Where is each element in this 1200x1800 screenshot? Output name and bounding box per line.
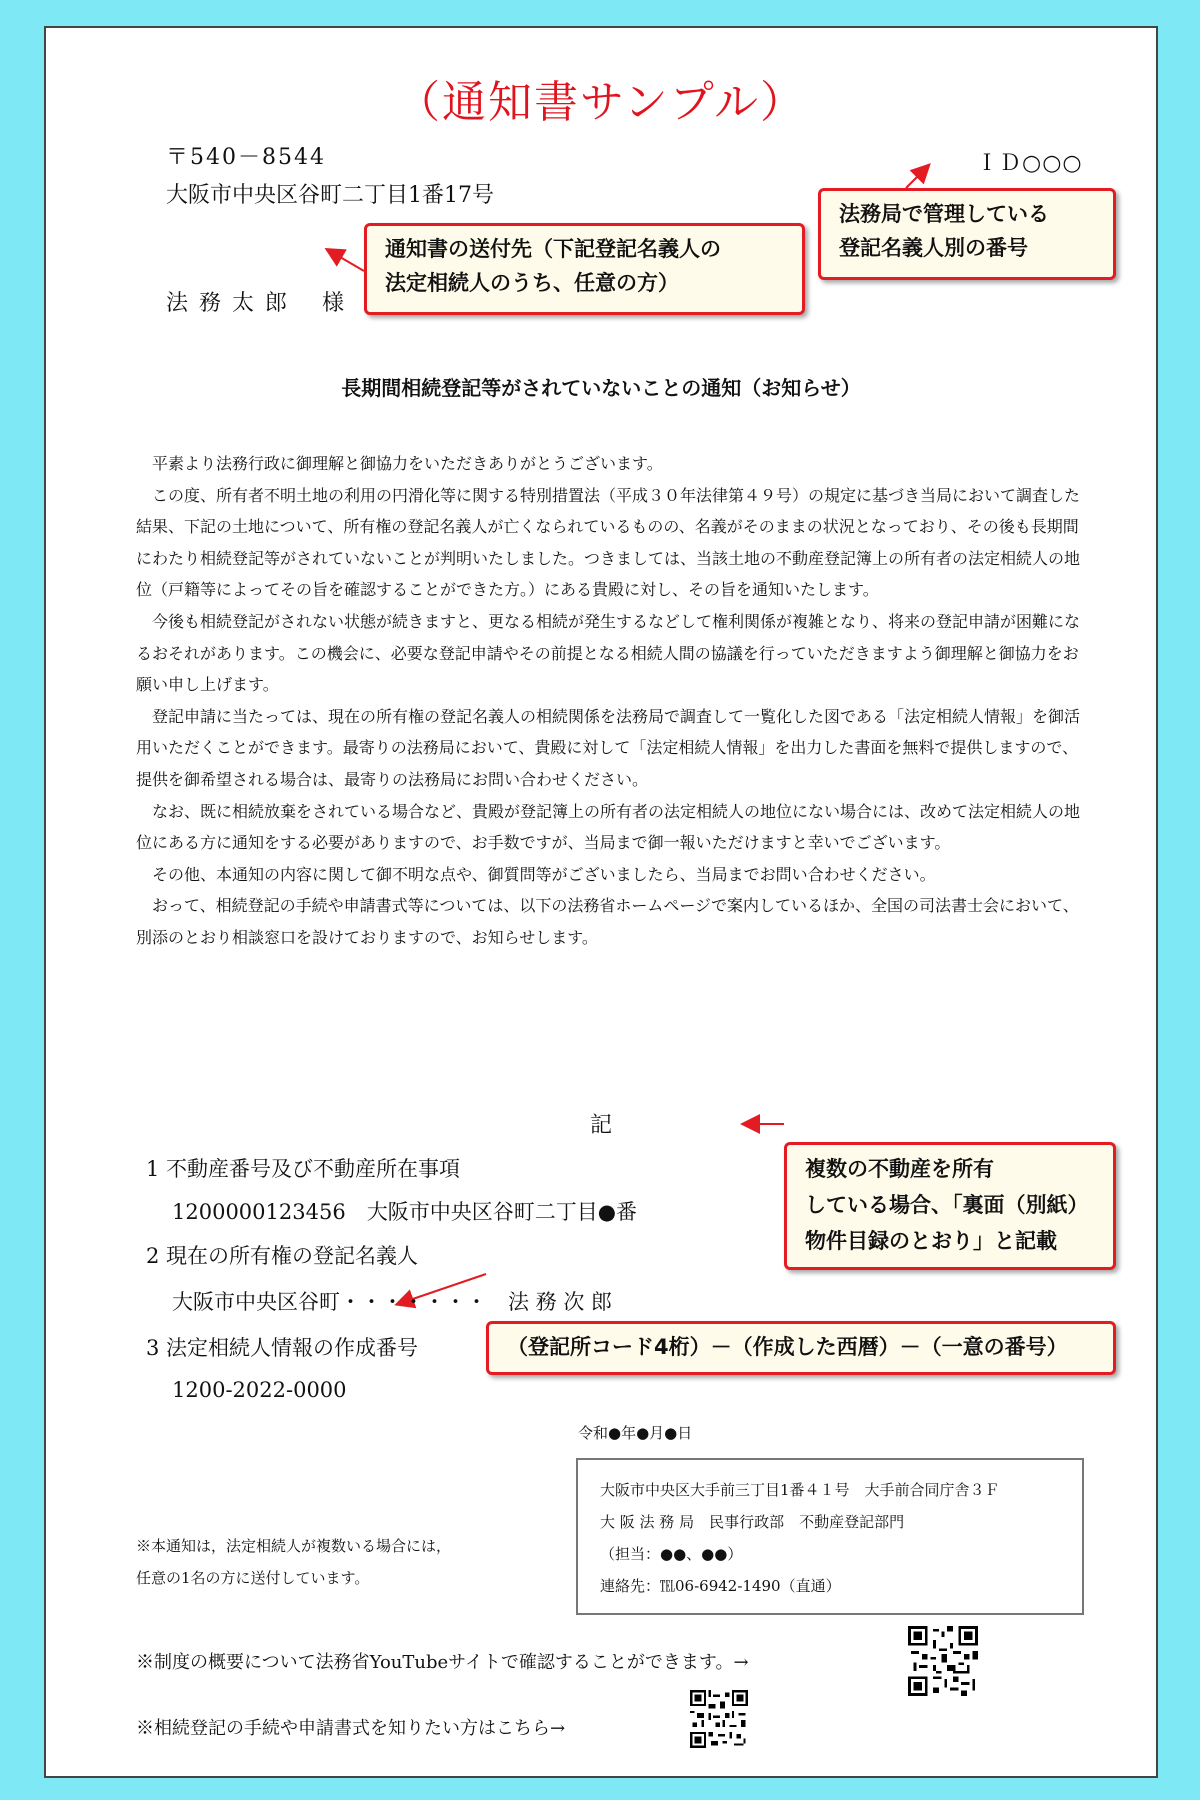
record-3-heading: 3 法定相続人情報の作成番号: [146, 1336, 419, 1360]
callout-line: 登記名義人別の番号: [839, 236, 1028, 260]
body-paragraph: 平素より法務行政に御理解と御協力をいただきありがとうございます。: [152, 454, 663, 473]
document-title: 長期間相続登記等がされていないことの通知（お知らせ）: [341, 376, 861, 400]
postal-code: 〒540－8544: [166, 145, 326, 170]
record-1-value: 1200000123456 大阪市中央区谷町二丁目●番: [172, 1200, 638, 1224]
record-1-heading: 1 不動産番号及び不動産所在事項: [146, 1157, 461, 1181]
record-2-heading: 2 現在の所有権の登記名義人: [146, 1244, 419, 1268]
code-format-callout: [486, 1321, 1116, 1375]
notice-body: [136, 448, 1086, 954]
record-2-value: 大阪市中央区谷町・・・・・・・ 法 務 次 郎: [172, 1290, 613, 1314]
body-paragraph: 登記申請に当たっては、現在の所有権の登記名義人の相続関係を法務局で調査して一覧化した図である「法定相続人情報」を御活用いただくことができます。最寄りの法務局において、貴殿に対して「法定相続人情報」を出力した書面を無料で提供しますので、提供を御希望される場合は、最寄りの法務局にお問い合わせください。: [136, 706, 1081, 789]
ki-heading: 記: [589, 1113, 612, 1138]
recipient-name: 法 務 太 郎 様: [166, 291, 346, 316]
body-paragraph: 今後も相続登記がされない状態が続きますと、更なる相続が発生するなどして権利関係が複雑となり、将来の登記申請が困難になるおそれがあります。この機会に、必要な登記申請やその前提となる相続人間の協議を行っていただきますよう御理解と御協力をお願い申し上げます。: [136, 611, 1081, 695]
office-staff: （担当：●●、●●）: [600, 1545, 743, 1563]
notice-page: [44, 26, 1158, 1778]
record-3-value: 1200-2022-0000: [172, 1378, 347, 1402]
callout-line: 通知書の送付先（下記登記名義人の: [385, 237, 721, 261]
youtube-qr-code[interactable]: [908, 1626, 978, 1696]
office-department: 大 阪 法 務 局 民事行政部 不動産登記部門: [600, 1513, 905, 1531]
id-arrow: [906, 166, 928, 188]
body-paragraph: おって、相続登記の手続や申請書式等については、以下の法務省ホームページで案内しているほか、全国の司法書士会において、別添のとおり相談窓口を設けておりますので、お知らせします。: [136, 896, 1079, 947]
id-label: ＩＤ○○○: [976, 151, 1083, 176]
callout-line: 複数の不動産を所有: [805, 1157, 994, 1181]
body-paragraph: なお、既に相続放棄をされている場合など、貴殿が登記簿上の所有者の法定相続人の地位にない場合には、改めて法定相続人の地位にある方に通知をする必要がありますので、お手数ですが、当局まで御一報いただけますと幸いでございます。: [136, 801, 1081, 853]
page-title: （通知書サンプル）: [395, 77, 807, 128]
youtube-note: ※制度の概要について法務省YouTubeサイトで確認することができます。→: [136, 1652, 749, 1673]
callout-line: 法定相続人のうち、任意の方）: [385, 271, 679, 295]
note-line: 任意の1名の方に送付しています。: [136, 1569, 370, 1587]
note-line: ※本通知は，法定相続人が複数いる場合には，: [136, 1537, 452, 1555]
property-callout: [784, 1142, 1116, 1270]
issue-date: 令和●年●月●日: [578, 1424, 693, 1442]
procedure-qr-code[interactable]: [690, 1690, 748, 1748]
callout-line: している場合、「裏面（別紙）: [805, 1193, 1089, 1217]
office-contact: 連絡先：℡06-6942-1490（直通）: [600, 1577, 841, 1595]
recipient-address: 大阪市中央区谷町二丁目1番17号: [166, 183, 494, 208]
recipient-arrow: [328, 250, 364, 271]
body-paragraph: その他、本通知の内容に関して御不明な点や、御質問等がございましたら、当局までお問い合わせください。: [152, 864, 936, 884]
procedure-note: ※相続登記の手続や申請書式を知りたい方はこちら→: [136, 1718, 566, 1739]
office-box: [576, 1458, 1084, 1615]
callout-line: 法務局で管理している: [839, 202, 1049, 226]
callout-line: 物件目録のとおり」と記載: [805, 1229, 1057, 1253]
note-block: [136, 1530, 451, 1594]
office-address: 大阪市中央区大手前三丁目1番４１号 大手前合同庁舎３Ｆ: [600, 1481, 1000, 1499]
body-paragraph: この度、所有者不明土地の利用の円滑化等に関する特別措置法（平成３０年法律第４９号）の規定に基づき当局において調査した結果、下記の土地について、所有権の登記名義人が亡くなられているものの、名義がそのままの状況となっており、その後も長期間にわたり相続登記等がされていないことが判明いたしました。つきましては、当該土地の不動産登記簿上の所有者の法定相続人の地位（戸籍等によってその旨を確認することができた方。）にある貴殿に対し、その旨を通知いたします。: [136, 485, 1081, 600]
callout-line: （登記所コード4桁）－（作成した西暦）－（一意の番号）: [507, 1335, 1068, 1359]
